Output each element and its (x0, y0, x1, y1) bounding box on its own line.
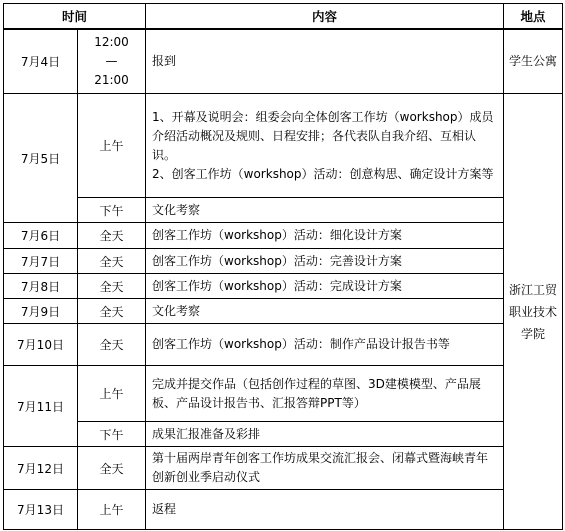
period-cell: 上午 (78, 490, 146, 530)
content-cell: 报到 (146, 29, 504, 94)
date-cell: 7月9日 (4, 299, 78, 324)
period-start: 12:00 (94, 34, 129, 49)
table-row (4, 324, 563, 366)
date-cell: 7月4日 (4, 29, 78, 94)
content-line: 1、开幕及说明会：组委会向全体创客工作坊（workshop）成员介绍活动概况及规则、日程安排；各代表队自我介绍、互相认识。 (152, 109, 494, 162)
date-cell: 7月12日 (4, 447, 78, 490)
date-cell: 7月5日 (4, 94, 78, 223)
period-dash: — (105, 53, 118, 68)
content-cell: 文化考察 (146, 299, 504, 324)
place-cell: 学生公寓 (504, 29, 563, 94)
date-cell: 7月7日 (4, 249, 78, 274)
date-cell: 7月10日 (4, 324, 78, 366)
period-cell: 上午 (78, 366, 146, 422)
table-row (4, 223, 563, 249)
period-cell: 全天 (78, 447, 146, 490)
header-place: 地点 (504, 4, 563, 29)
table-row (4, 94, 563, 198)
period-cell: 全天 (78, 274, 146, 299)
table-row (4, 274, 563, 299)
period-cell: 全天 (78, 299, 146, 324)
date-cell: 7月6日 (4, 223, 78, 249)
date-cell: 7月8日 (4, 274, 78, 299)
table-row (4, 366, 563, 422)
table-row (4, 422, 563, 447)
schedule-table (3, 3, 563, 530)
header-time: 时间 (4, 4, 146, 29)
period-cell (78, 29, 146, 94)
table-row (4, 447, 563, 490)
period-cell: 全天 (78, 249, 146, 274)
content-cell (146, 94, 504, 198)
table-row (4, 490, 563, 530)
header-row (4, 4, 563, 29)
date-cell: 7月13日 (4, 490, 78, 530)
period-cell: 全天 (78, 324, 146, 366)
place-cell: 浙江工贸职业技术学院 (504, 94, 563, 530)
content-cell: 创客工作坊（workshop）活动：完成设计方案 (146, 274, 504, 299)
content-cell: 第十届两岸青年创客工作坊成果交流汇报会、闭幕式暨海峡青年创新创业季启动仪式 (146, 447, 504, 490)
period-cell: 下午 (78, 422, 146, 447)
content-cell: 创客工作坊（workshop）活动：完善设计方案 (146, 249, 504, 274)
content-line: 2、创客工作坊（workshop）活动：创意构思、确定设计方案等 (152, 166, 494, 181)
content-cell: 创客工作坊（workshop）活动：制作产品设计报告书等 (146, 324, 504, 366)
content-cell: 成果汇报准备及彩排 (146, 422, 504, 447)
period-cell: 全天 (78, 223, 146, 249)
content-cell: 文化考察 (146, 198, 504, 223)
header-content: 内容 (146, 4, 504, 29)
table-row (4, 249, 563, 274)
table-row (4, 198, 563, 223)
period-cell: 上午 (78, 94, 146, 198)
content-cell: 创客工作坊（workshop）活动：细化设计方案 (146, 223, 504, 249)
content-cell: 完成并提交作品（包括创作过程的草图、3D建模模型、产品展板、产品设计报告书、汇报答辩PPT等） (146, 366, 504, 422)
content-cell: 返程 (146, 490, 504, 530)
table-row (4, 299, 563, 324)
table-row (4, 29, 563, 94)
period-end: 21:00 (94, 72, 129, 87)
date-cell: 7月11日 (4, 366, 78, 447)
period-cell: 下午 (78, 198, 146, 223)
